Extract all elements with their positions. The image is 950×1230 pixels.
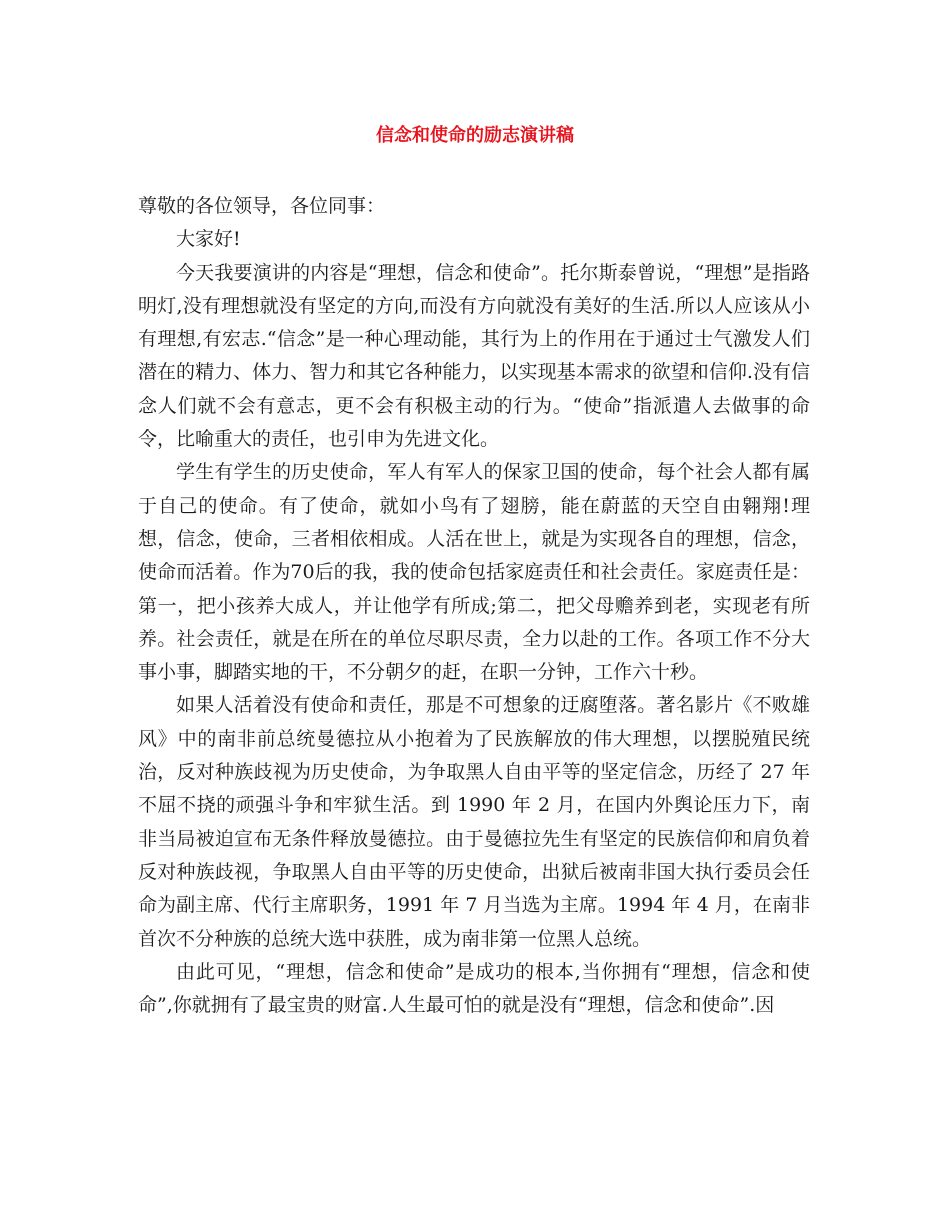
paragraph-4: 由此可见，“理想，信念和使命”是成功的根本,当你拥有“理想，信念和使命”,你就拥有了最宝贵的财富.人生最可怕的就是没有“理想，信念和使命”.因: [138, 960, 810, 1017]
salutation: 尊敬的各位领导，各位同事：: [138, 195, 386, 217]
paragraph-1: 今天我要演讲的内容是“理想，信念和使命”。托尔斯泰曾说，“理想”是指路明灯,没有理想就没有坚定的方向,而没有方向就没有美好的生活.所以人应该从小有理想,有宏志.“信念”是一种心理动能，其行为上的作用在于通过士气激发人们潜在的精力、体力、智力和其它各种能力，以实现基本需求的欲望和信仰.没有信念人们就不会有意志，更不会有积极主动的行为。“使命”指派遣人去做事的命令，比喻重大的责任，也引申为先进文化。: [138, 261, 810, 451]
document-title: 信念和使命的励志演讲稿: [376, 125, 574, 146]
document-body: [138, 190, 810, 1022]
paragraph-2: 学生有学生的历史使命，军人有军人的保家卫国的使命，每个社会人都有属于自己的使命。有了使命，就如小鸟有了翅膀，能在蔚蓝的天空自由翱翔!理想，信念，使命，三者相依相成。人活在世上，就是为实现各自的理想，信念，使命而活着。作为70后的我，我的使命包括家庭责任和社会责任。家庭责任是：第一，把小孩养大成人，并让他学有所成;第二，把父母赡养到老，实现老有所养。社会责任，就是在所在的单位尽职尽责，全力以赴的工作。各项工作不分大事小事，脚踏实地的干，不分朝夕的赶，在职一分钟，工作六十秒。: [138, 461, 810, 684]
greeting: 大家好!: [176, 228, 241, 251]
paragraph-3: 如果人活着没有使命和责任，那是不可想象的迂腐堕落。著名影片《不败雄风》中的南非前总统曼德拉从小抱着为了民族解放的伟大理想，以摆脱殖民统治，反对种族歧视为历史使命，为争取黑人自由平等的坚定信念，历经了 27 年不屈不挠的顽强斗争和牢狱生活。到 1990 年 2 月，在国内外舆论压力下，南非当局被迫宣布无条件释放曼德拉。由于曼德拉先生有坚定的民族信仰和肩负着反对种族歧视，争取黑人自由平等的历史使命，出狱后被南非国大执行委员会任命为副主席、代行主席职务，1991 年 7 月当选为主席。1994 年 4 月，在南非首次不分种族的总统大选中获胜，成为南非第一位黑人总统。: [138, 694, 810, 950]
